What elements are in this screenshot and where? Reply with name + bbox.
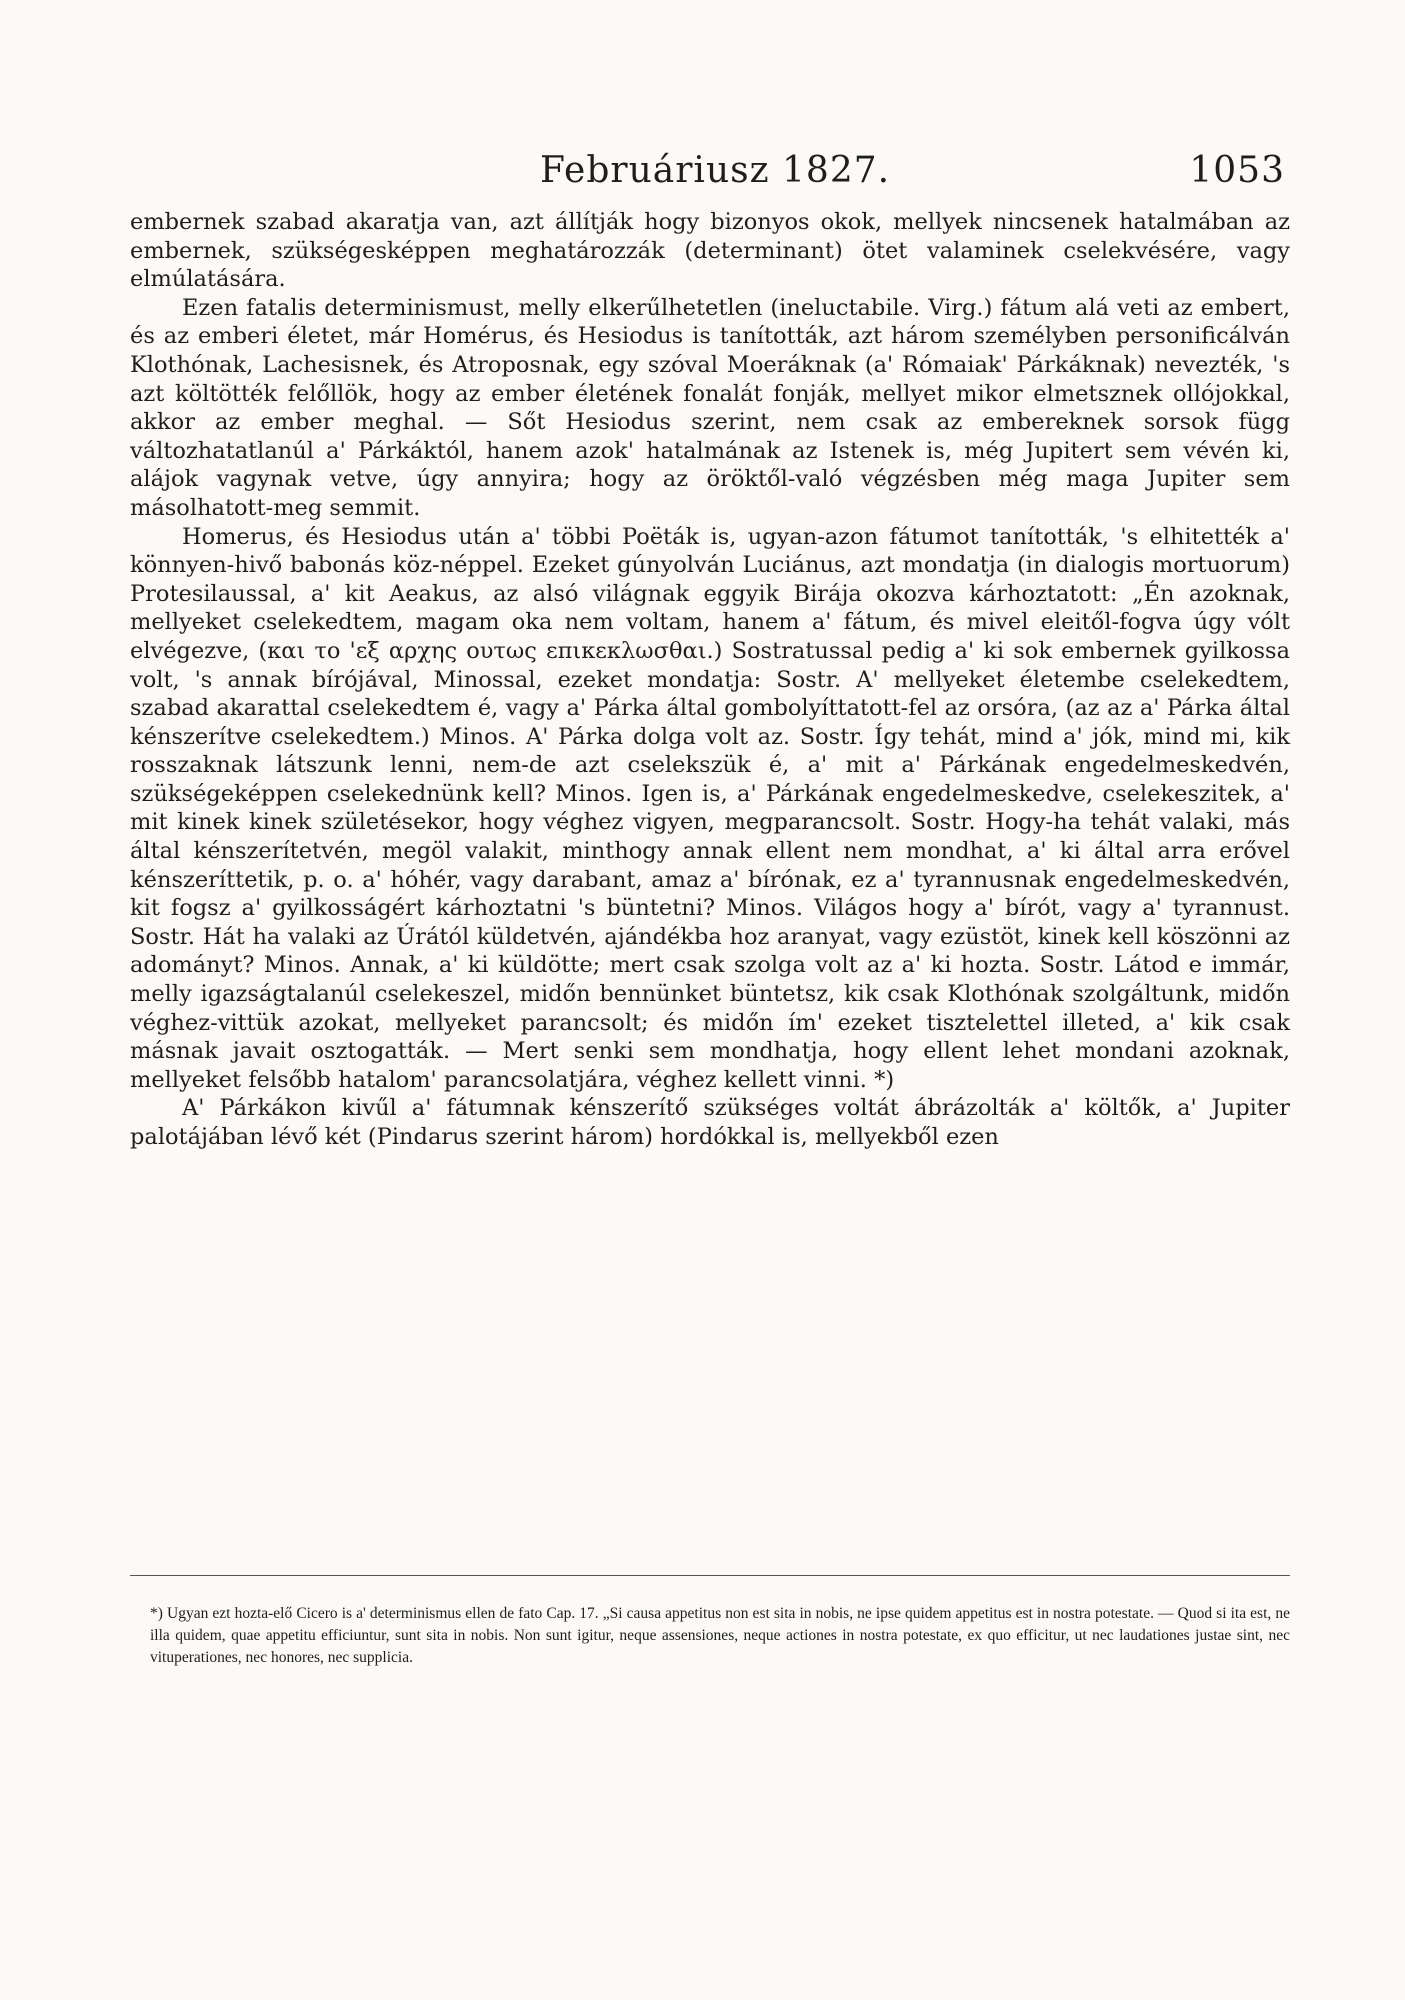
page-header [140,150,1285,194]
paragraph-continuation: embernek szabad akaratja van, azt állítják hogy bizonyos okok, mellyek nincsenek hatalmában az embernek, szükségesképpen meghatározzák (determinant) ötet valaminek cselekvésére, vagy elmúlatására. [130,209,1290,293]
body-text [130,208,1290,1152]
paragraph-fatalism: Ezen fatalis determinismust, melly elkerűlhetetlen (ineluctabile. Virg.) fátum alá veti az embert, és az emberi életet, már Homérus, és Hesiodus is tanították, azt három személyben personificálván Klothónak, Lachesisnek, és Atroposnak, egy szóval Moeráknak (a' Rómaiak' Párkáknak) nevezték, 's azt költötték felőllök, hogy az ember életének fonalát fonják, mellyet mikor elmetsznek ollójokkal, akkor az ember meghal. — Sőt Hesiodus szerint, nem csak az embereknek sorsok függ változhatatlanúl a' Párkáktól, hanem azok' hatalmának az Istenek is, még Jupitert sem vévén ki, alájok vagynak vetve, úgy annyira; hogy az öröktől-való végzésben még maga Jupiter sem másolhatott-meg semmit. [130,294,1290,521]
running-title: Februáriusz 1827. [540,150,891,191]
paragraph-parcae: A' Párkákon kivűl a' fátumnak kénszerítő szükséges voltát ábrázolták a' költők, a' Jupiter palotájában lévő két (Pindarus szerint három) hordókkal is, mellyekből ezen [130,1095,1290,1150]
footnote-divider [130,1575,1290,1576]
page-number: 1053 [1189,150,1285,191]
paragraph-lucian-dialogue: Homerus, és Hesiodus után a' többi Poëták is, ugyan-azon fátumot tanították, 's elhitették a' könnyen-hivő babonás köz-néppel. Ezeket gúnyolván Luciánus, azt mondatja (in dialogis mortuorum) Protesilaussal, a' kit Aeakus, az alsó világnak eggyik Birája okozva kárhoztatott: „Én azoknak, mellyeket cselekedtem, magam oka nem voltam, hanem a' fátum, és mivel eleitől-fogva úgy vólt elvégezve, (και το 'εξ αρχης ουτως επικεκλωσθαι.) Sostratussal pedig a' ki sok embernek gyilkossa volt, 's annak bírójával, Minossal, ezeket mondatja: Sostr. A' mellyeket életembe cselekedtem, szabad akarattal cselekedtem é, vagy a' Párka által gombolyíttatott-fel az orsóra, (az az a' Párka által kénszerítve cselekedtem.) Minos. A' Párka dolga volt az. Sostr. Így tehát, mind a' jók, mind mi, kik rosszaknak látszunk lenni, nem-de azt cselekszük é, a' mit a' Párkának engedelmeskedvén, szükségeképpen cselekednünk kell? Minos. Igen is, a' Párkának engedelmeskedve, cselekeszitek, a' mit kinek kinek születésekor, hogy véghez vigyen, megparancsolt. Sostr. Hogy-ha tehát valaki, más által kénszerítetvén, megöl valakit, minthogy annak ellent nem mondhat, a' ki által arra erővel kénszeríttetik, p. o. a' hóhér, vagy darabant, amaz a' bírónak, ez a' tyrannusnak engedelmeskedvén, kit fogsz a' gyilkosságért kárhoztatni 's büntetni? Minos. Világos hogy a' bírót, vagy a' tyrannust. Sostr. Hát ha valaki az Úrától küldetvén, ajándékba hoz aranyat, vagy ezüstöt, kinek kell köszönni az adományt? Minos. Annak, a' ki küldötte; mert csak szolga volt az a' ki hozta. Sostr. Látod e immár, melly igazságtalanúl cselekeszel, midőn bennünket büntetsz, kik csak Klothónak szolgáltunk, midőn véghez-vittük azokat, mellyeket parancsolt; és midőn ím' ezeket tisztelettel illeted, a' kik csak másnak javait osztogatták. — Mert senki sem mondhatja, hogy ellent lehet mondani azoknak, mellyeket felsőbb hatalom' parancsolatjára, véghez kellett vinni. *) [130,523,1290,1093]
footnote: *) Ugyan ezt hozta-elő Cicero is a' determinismus ellen de fato Cap. 17. „Si causa appetitus non est sita in nobis, ne ipse quidem appetitus est in nostra potestate. — Quod si ita est, ne illa quidem, quae appetitu efficiuntur, sunt sita in nobis. Non sunt igitur, neque assensiones, neque actiones in nostra potestate, ex quo efficitur, ut nec laudationes justae sint, nec vituperationes, nec honores, nec supplicia. [150,1605,1290,1666]
